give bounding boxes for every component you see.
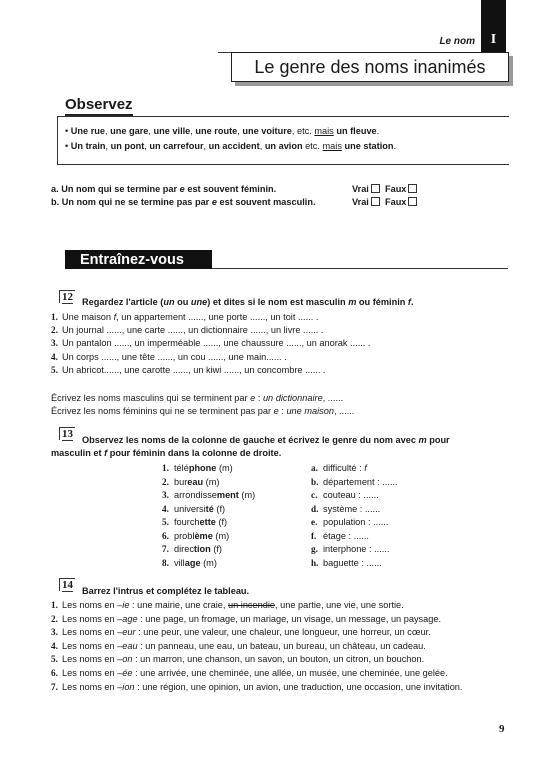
text-run: (m) — [238, 490, 256, 500]
text-run: difficulté : — [323, 463, 365, 473]
faux-checkbox[interactable] — [408, 197, 417, 206]
item-number: 2. — [162, 476, 169, 487]
exercise-12-number: 12 — [59, 290, 75, 303]
item-number: 7. — [51, 681, 58, 692]
item-number: 4. — [51, 640, 58, 651]
text-run: , — [144, 141, 150, 151]
text-run: population : ...... — [323, 517, 389, 527]
vrai-label: Vrai — [352, 197, 369, 207]
item-number: 4. — [162, 503, 169, 514]
text-run: ette — [199, 517, 216, 527]
chapter-number-tab: I — [481, 0, 506, 52]
text-run: : une région, une opinion, un avion, une traduction, une occasion, une invitation. — [134, 681, 463, 692]
text-run: , ...... — [322, 393, 344, 403]
text-run: e — [179, 184, 185, 194]
item-number: 6. — [51, 668, 58, 678]
text-run: , — [148, 126, 154, 136]
item-number: 5. — [51, 654, 58, 665]
exercise-13-left-item-1 — [162, 462, 233, 475]
item-number: g. — [311, 544, 318, 554]
exercise-14-instruction — [82, 585, 249, 598]
text-run: (m) — [200, 557, 217, 568]
faux-label: Faux — [384, 197, 407, 207]
text-run: etc. — [302, 141, 323, 151]
text-run: une maison — [286, 406, 334, 416]
exercise-14-item-1 — [51, 599, 404, 612]
text-run: Un train — [70, 141, 106, 151]
item-number: 3. — [51, 627, 58, 638]
exercise-13-right-item-5 — [311, 516, 388, 529]
text-run: (f) — [213, 503, 226, 514]
text-run: une ville — [153, 126, 191, 136]
text-run: ou — [174, 297, 191, 307]
text-run: Écrivez les noms féminins qui ne se terminent pas par — [51, 406, 274, 416]
text-run: ment — [216, 490, 239, 500]
exercise-12-item-5 — [51, 364, 326, 377]
text-run: une — [190, 297, 208, 307]
text-run: couteau : ...... — [323, 490, 379, 500]
item-number: 2. — [51, 613, 58, 624]
text-run: interphone : ...... — [323, 544, 390, 554]
text-run: Les noms en — [62, 668, 118, 678]
text-run: –age — [117, 613, 138, 624]
text-run: Un abricot......, une carotte ......, un kiwi ......, un concombre ...... . — [62, 364, 326, 375]
text-run: Une maison — [62, 312, 114, 322]
text-run: –eur — [117, 627, 136, 638]
exercise-13-right-item-4 — [311, 503, 380, 516]
text-run: , — [237, 126, 243, 136]
text-run: –ie — [117, 600, 130, 610]
text-run: : un panneau, une eau, un bateau, un bureau, un château, un cadeau. — [137, 640, 426, 651]
text-run: une station — [344, 141, 394, 151]
text-run: e — [250, 393, 256, 403]
exercise-13-instruction-1 — [82, 434, 450, 447]
text-run: –ée — [117, 668, 133, 678]
observez-heading: Observez — [65, 96, 133, 113]
exercise-13-left-item-6 — [162, 530, 229, 543]
text-run: un avion — [264, 141, 303, 151]
text-run: un dictionnaire — [262, 393, 323, 403]
text-run: b. Un nom qui ne se termine pas par — [51, 197, 212, 207]
exercise-13-instruction-2 — [51, 447, 281, 460]
text-run: baguette : ...... — [323, 557, 382, 568]
exercise-13-number: 13 — [59, 427, 75, 440]
text-run: –ion — [117, 681, 135, 692]
exercise-13-right-item-7 — [311, 543, 389, 556]
text-run: Un pantalon ......, un imperméable ......, une chaussure ......, un anorak ...... . — [62, 338, 371, 349]
text-run: Une rue — [70, 126, 105, 136]
text-run: (f) — [210, 544, 222, 554]
statement-b — [51, 196, 316, 209]
text-run: f — [364, 463, 367, 473]
page-number: 9 — [499, 723, 505, 735]
vrai-label: Vrai — [352, 184, 369, 194]
item-number: 3. — [51, 338, 58, 349]
exercise-13-left-item-7 — [162, 543, 222, 556]
text-run: un accident — [208, 141, 260, 151]
text-run: , — [190, 126, 196, 136]
text-run: –on — [117, 654, 133, 665]
text-run: télé — [174, 463, 189, 473]
text-run: phone — [188, 463, 217, 473]
item-number: c. — [311, 490, 318, 500]
exercise-14-item-7 — [51, 681, 462, 694]
bullet: • — [65, 141, 71, 151]
text-run: : une page, un fromage, un mariage, un visage, un message, un paysage. — [137, 613, 442, 624]
exercise-12-write-2 — [51, 405, 354, 418]
item-number: d. — [311, 503, 319, 514]
text-run: : une peur, une valeur, une chaleur, une longueur, une horreur, un cœur. — [135, 627, 431, 638]
text-run: . — [393, 141, 397, 151]
text-run: (m) — [203, 476, 220, 487]
exercise-12-write-1 — [51, 392, 343, 405]
text-run: probl — [174, 530, 195, 541]
text-run: une voiture — [242, 126, 292, 136]
text-run: : — [278, 406, 287, 416]
item-number: 3. — [162, 490, 169, 500]
text-run: une gare — [110, 126, 149, 136]
text-run: mais — [314, 126, 334, 136]
text-run: vill — [174, 557, 185, 568]
item-number: f. — [311, 530, 317, 541]
text-run: , une partie, une vie, une sortie. — [275, 600, 404, 610]
text-run: , — [105, 126, 111, 136]
text-run: age — [184, 557, 201, 568]
text-run: (m) — [216, 463, 233, 473]
text-run: a. Un nom qui se termine par — [51, 184, 180, 194]
statement-a — [51, 183, 276, 196]
exercise-13-right-item-2 — [311, 476, 398, 489]
text-run: un pont — [110, 141, 145, 151]
text-run: e — [211, 197, 217, 207]
text-run: Les noms en — [62, 613, 118, 624]
text-run: Les noms en — [62, 654, 118, 665]
item-number: e. — [311, 517, 318, 527]
item-number: b. — [311, 476, 319, 487]
text-run: Les noms en — [62, 640, 118, 651]
text-run: système : ...... — [323, 503, 381, 514]
text-run: un carrefour — [149, 141, 204, 151]
text-run: (m) — [212, 530, 230, 541]
vrai-checkbox[interactable] — [371, 184, 380, 193]
item-number: 1. — [51, 312, 58, 322]
text-run: . — [376, 126, 380, 136]
section-rule — [212, 268, 508, 269]
text-run: (f) — [215, 517, 228, 527]
text-run: est souvent féminin. — [184, 184, 277, 194]
item-number: 5. — [51, 364, 58, 375]
text-run: ) et dites si le nom est masculin — [207, 297, 349, 307]
text-run: universi — [174, 503, 206, 514]
text-run: Écrivez les noms masculins qui se terminent par — [51, 393, 251, 403]
text-run: est souvent masculin. — [216, 197, 316, 207]
chapter-label: Le nom — [439, 36, 475, 47]
exercise-13-right-item-8 — [311, 557, 382, 570]
exercise-14-item-3 — [51, 626, 431, 639]
exercise-12-item-1 — [51, 311, 318, 324]
faux-checkbox[interactable] — [408, 184, 417, 193]
observez-line-2 — [65, 140, 396, 153]
text-run: : une mairie, une craie, — [129, 600, 228, 610]
text-run: , etc. — [291, 126, 315, 136]
item-number: 8. — [162, 557, 169, 568]
item-number: a. — [311, 463, 318, 473]
text-run: direc — [174, 544, 194, 554]
text-run: f — [407, 297, 411, 307]
text-run: , — [259, 141, 265, 151]
exercise-14-number: 14 — [59, 578, 75, 591]
text-run: eau — [187, 476, 204, 487]
exercise-12-item-2 — [51, 324, 323, 337]
text-run: m — [348, 297, 357, 307]
exercise-14-item-5 — [51, 653, 424, 666]
text-run: fourch — [174, 517, 200, 527]
text-run: –eau — [117, 640, 138, 651]
text-run: m — [418, 435, 427, 445]
text-run: Les noms en — [62, 681, 118, 692]
item-number: 4. — [51, 351, 58, 362]
text-run: ème — [194, 530, 213, 541]
text-run: un — [163, 297, 175, 307]
text-run: un fleuve — [336, 126, 377, 136]
text-run: département : ...... — [323, 476, 398, 487]
exercise-12-item-3 — [51, 337, 370, 350]
exercise-13-left-item-8 — [162, 557, 217, 570]
item-number: 2. — [51, 325, 58, 336]
text-run: tion — [193, 544, 211, 554]
text-run: f — [104, 448, 108, 458]
item-number: 1. — [162, 463, 169, 473]
exercise-14-item-6 — [51, 667, 448, 680]
observez-line-1 — [65, 125, 379, 138]
section-title: Entraînez-vous — [65, 250, 212, 269]
faux-label: Faux — [384, 184, 407, 194]
item-number: 1. — [51, 600, 58, 610]
text-run: e — [273, 406, 279, 416]
text-run: Observez les noms de la colonne de gauche et écrivez le genre du nom avec — [82, 435, 419, 445]
text-run: : une arrivée, une cheminée, une allée, un musée, une cheminée, une gelée. — [132, 668, 448, 678]
statement-b-choices — [352, 196, 417, 209]
text-run: masculin et — [51, 448, 105, 458]
exercise-12-instruction — [82, 296, 414, 309]
text-run: Barrez l'intrus et complétez le tableau. — [82, 586, 250, 596]
text-run: té — [205, 503, 214, 514]
text-run: f — [113, 312, 117, 322]
text-run: Un corps ......, une tête ......, un cou ......, une main...... . — [62, 351, 287, 362]
text-run: pour — [426, 435, 450, 445]
text-run: pour féminin dans la colonne de droite. — [107, 448, 282, 458]
exercise-14-item-4 — [51, 640, 426, 653]
text-run: , — [203, 141, 209, 151]
exercise-13-left-item-3 — [162, 489, 255, 502]
exercise-13-left-item-4 — [162, 503, 225, 516]
exercise-13-right-item-1 — [311, 462, 367, 475]
bullet: • — [65, 126, 71, 136]
item-number: 7. — [162, 544, 169, 554]
page-title: Le genre des noms inanimés — [231, 52, 509, 82]
text-run: , — [105, 141, 111, 151]
exercise-12-item-4 — [51, 351, 287, 364]
exercise-13-left-item-5 — [162, 516, 227, 529]
text-run: : — [255, 393, 263, 403]
item-number: h. — [311, 557, 319, 568]
statement-a-choices — [352, 183, 417, 196]
text-run: une route — [195, 126, 238, 136]
exercise-13-right-item-6 — [311, 530, 369, 543]
text-run: ou féminin — [356, 297, 408, 307]
text-run: : un marron, une chanson, un savon, un bouton, un citron, un bouchon. — [132, 654, 425, 665]
item-number: 6. — [162, 530, 169, 541]
exercise-14-item-2 — [51, 613, 441, 626]
text-run: étage : ...... — [323, 530, 369, 541]
vrai-checkbox[interactable] — [371, 197, 380, 206]
text-run: Un journal ......, une carte ......, un dictionnaire ......, un livre ...... . — [62, 325, 324, 336]
text-run: bur — [174, 476, 188, 487]
exercise-13-left-item-2 — [162, 476, 219, 489]
text-run: arrondisse — [174, 490, 217, 500]
text-run: , un appartement ......, une porte ......, un toit ...... . — [116, 312, 319, 322]
text-run: un incendie — [228, 600, 275, 610]
text-run: mais — [322, 141, 342, 151]
item-number: 5. — [162, 517, 169, 527]
text-run: Les noms en — [62, 627, 118, 638]
text-run: Les noms en — [62, 600, 118, 610]
exercise-13-right-item-3 — [311, 489, 379, 502]
text-run: , ...... — [333, 406, 355, 416]
text-run: . — [410, 297, 414, 307]
text-run: Regardez l'article ( — [82, 297, 164, 307]
